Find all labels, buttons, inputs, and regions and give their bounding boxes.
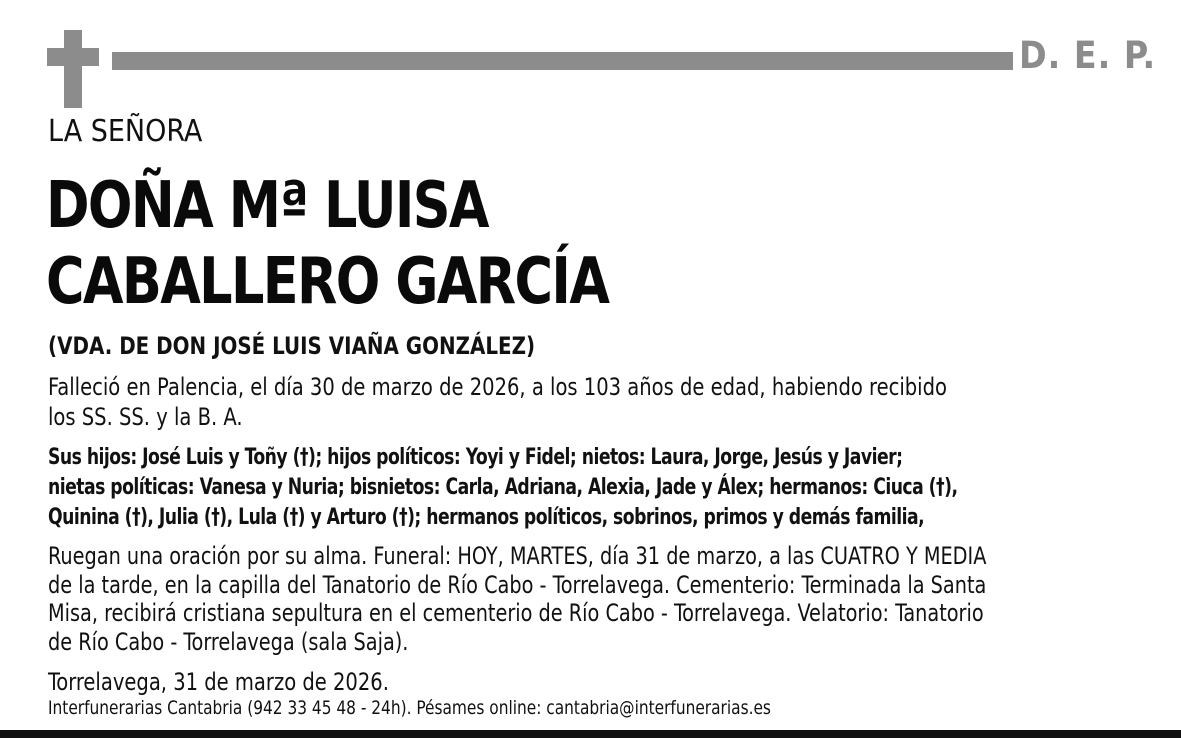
text-line: nietas políticas: Vanesa y Nuria; bisnietos: Carla, Adriana, Alexia, Jade y Álex; hermanos: Ciuca (†), <box>48 475 958 500</box>
cross-icon-bar <box>47 48 99 66</box>
deceased-name-line2: CABALLERO GARCÍA <box>46 245 609 319</box>
funeral-paragraph <box>48 542 1057 656</box>
place-date: Torrelavega, 31 de marzo de 2026. <box>48 668 389 696</box>
text-line: de Río Cabo - Torrelavega (sala Saja). <box>48 627 409 656</box>
text-line: Quinina (†), Julia (†), Lula (†) y Arturo (†); hermanos políticos, sobrinos, primos y demás familia, <box>48 505 925 530</box>
dep-label: D. E. P. <box>1019 34 1157 77</box>
deceased-name-line1: DOÑA Mª LUISA <box>46 169 488 243</box>
cross-icon <box>64 30 82 108</box>
widow-note: (VDA. DE DON JOSÉ LUIS VIAÑA GONZÁLEZ) <box>48 332 536 360</box>
honorific-title: LA SEÑORA <box>48 114 203 149</box>
text-line: de la tarde, en la capilla del Tanatorio de Río Cabo - Torrelavega. Cementerio: Terminada la Santa <box>48 570 987 599</box>
header-rule <box>112 52 1013 70</box>
death-notice-paragraph <box>48 372 1071 432</box>
funeral-home-contact: Interfunerarias Cantabria (942 33 45 48 - 24h). Pésames online: cantabria@interfunerarias.es <box>48 697 771 719</box>
text-line: Ruegan una oración por su alma. Funeral: HOY, MARTES, día 31 de marzo, a las CUATRO Y MEDIA <box>48 542 987 570</box>
text-line: Falleció en Palencia, el día 30 de marzo de 2026, a los 103 años de edad, habiendo recibido <box>48 373 947 401</box>
text-line: Misa, recibirá cristiana sepultura en el cementerio de Río Cabo - Torrelavega. Velatorio: Tanatorio <box>48 599 984 627</box>
text-line: Sus hijos: José Luis y Toñy (†); hijos políticos: Yoyi y Fidel; nietos: Laura, Jorge, Jesús y Javier; <box>48 445 903 470</box>
text-line: los SS. SS. y la B. A. <box>48 403 243 431</box>
family-paragraph <box>48 443 1031 533</box>
